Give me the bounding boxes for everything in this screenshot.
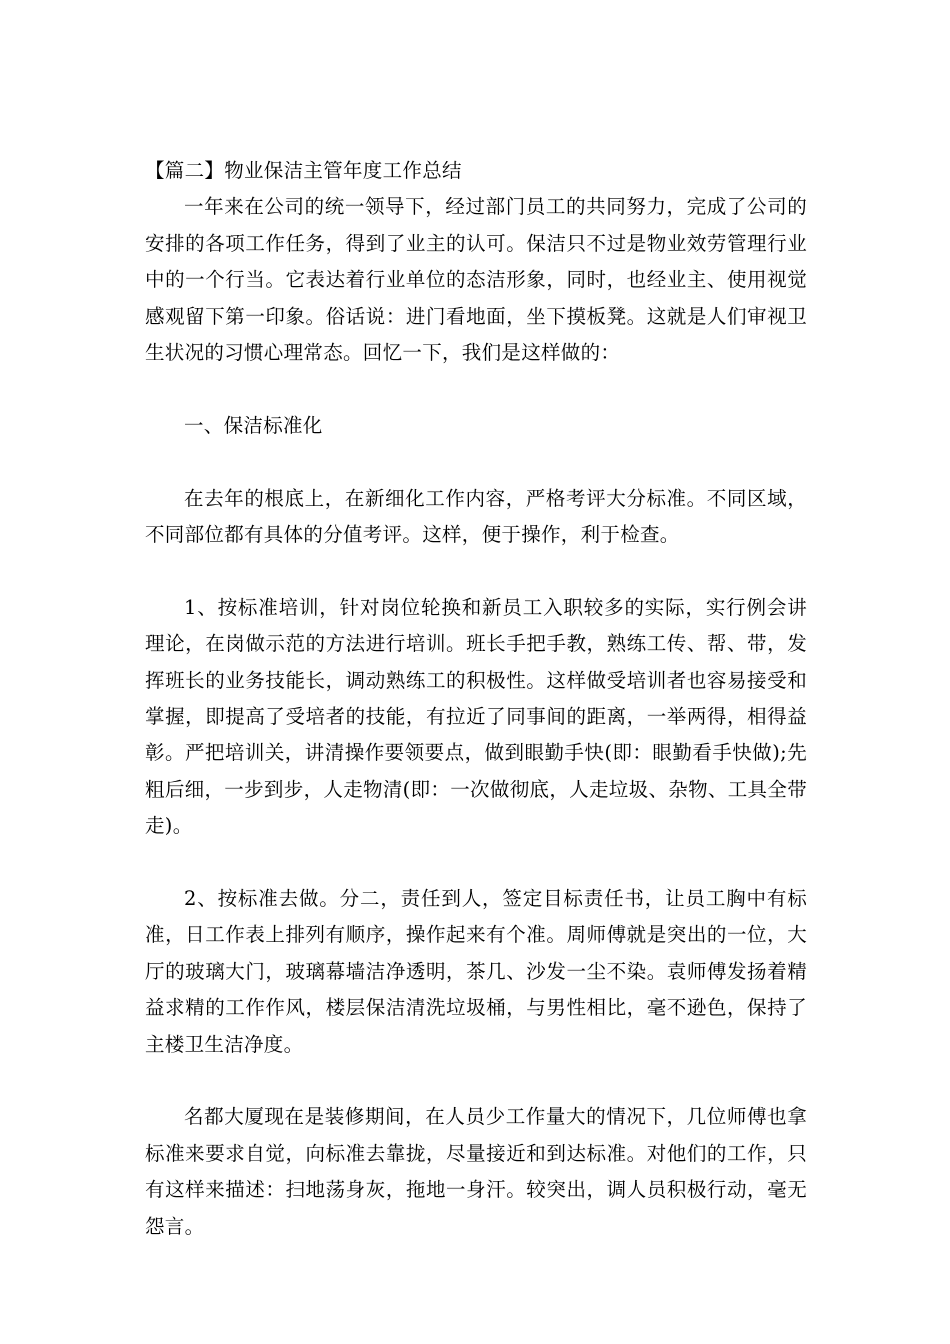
paragraph-work-by-standard: 2、按标准去做。分二，责任到人，签定目标责任书，让员工胸中有标准，日工作表上排列有顺序，操作起来有个准。周师傅就是突出的一位，大厅的玻璃大门，玻璃幕墙洁净透明，茶几、沙发一尘不染。袁师傅发扬着精益求精的工作作风，楼层保洁清洗垃圾桶，与男性相比，毫不逊色，保持了主楼卫生洁净度。 bbox=[145, 887, 807, 1056]
section-heading-standardization: 一、保洁标准化 bbox=[184, 413, 323, 437]
paragraph-mingdu-building: 名都大厦现在是装修期间，在人员少工作量大的情况下，几位师傅也拿标准来要求自觉，向标准去靠拢，尽量接近和到达标准。对他们的工作，只有这样来描述：扫地荡身灰，拖地一身汗。较突出，调人员积极行动，毫无怨言。 bbox=[145, 1105, 807, 1238]
document-body bbox=[145, 153, 807, 1245]
document-title: 【篇二】物业保洁主管年度工作总结 bbox=[145, 159, 462, 182]
paragraph-training-by-standard: 1、按标准培训，针对岗位轮换和新员工入职较多的实际，实行例会讲理论，在岗做示范的方法进行培训。班长手把手教，熟练工传、帮、带，发挥班长的业务技能长，调动熟练工的积极性。这样做受培训者也容易接受和掌握，即提高了受培者的技能，有拉近了同事间的距离，一举两得，相得益彰。严把培训关，讲清操作要领要点，做到眼勤手快(即：眼勤看手快做);先粗后细，一步到步，人走物清(即：一次做彻底，人走垃圾、杂物、工具全带走)。 bbox=[145, 595, 807, 838]
paragraph-intro: 一年来在公司的统一领导下，经过部门员工的共同努力，完成了公司的安排的各项工作任务，得到了业主的认可。保洁只不过是物业效劳管理行业中的一个行当。它表达着行业单位的态洁形象，同时，也经业主、使用视觉感观留下第一印象。俗话说：进门看地面，坐下摸板凳。这就是人们审视卫生状况的习惯心理常态。回忆一下，我们是这样做的： bbox=[145, 195, 807, 365]
paragraph-scoring-standards: 在去年的根底上，在新细化工作内容，严格考评大分标准。不同区域，不同部位都有具体的分值考评。这样，便于操作，利于检查。 bbox=[145, 486, 807, 547]
